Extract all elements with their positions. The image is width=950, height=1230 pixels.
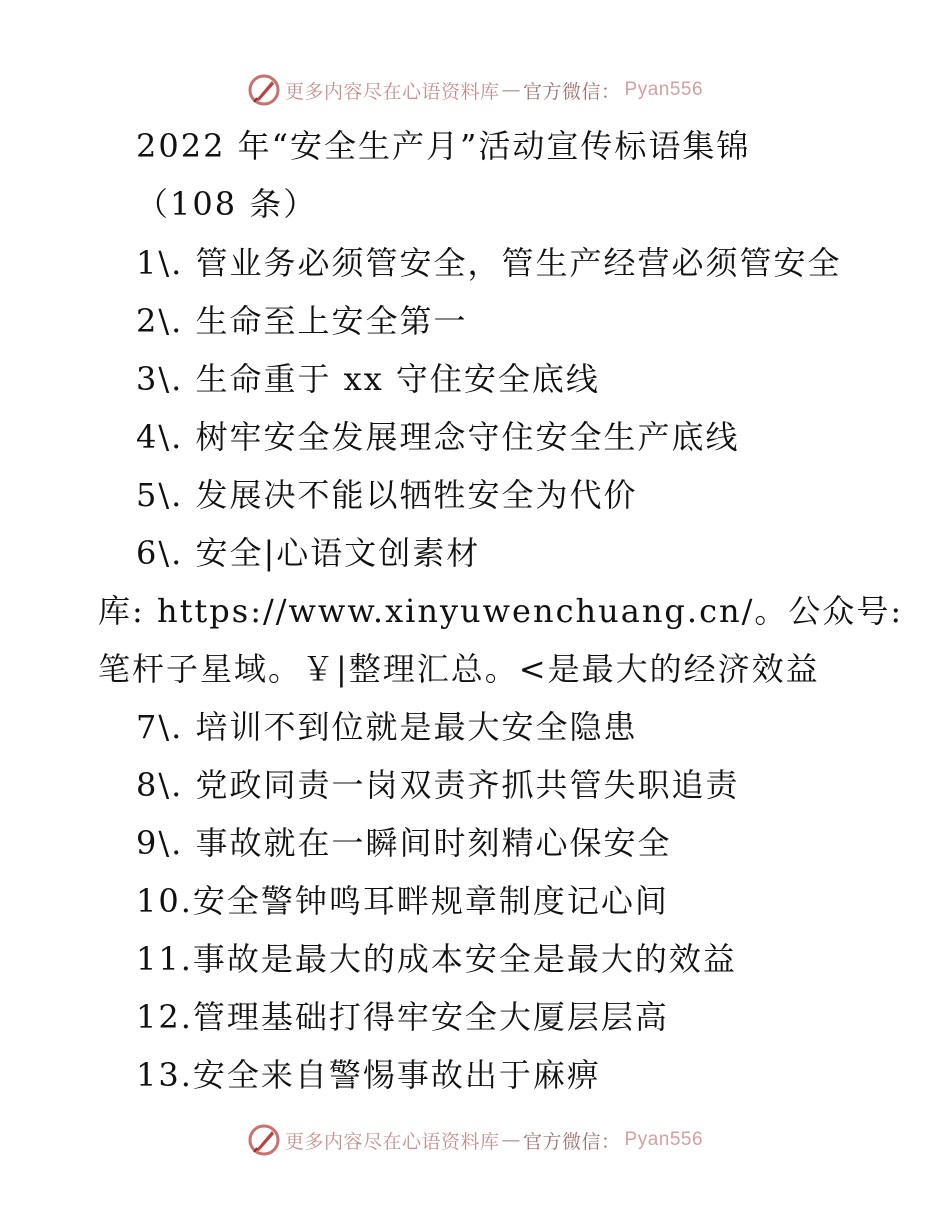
watermark-wechat-label: 官方微信 <box>522 80 601 103</box>
list-item: 4\. 树牢安全发展理念守住安全生产底线 <box>136 418 740 456</box>
watermark-colon: ： <box>601 1130 621 1153</box>
watermark-separator: — <box>501 79 521 101</box>
list-item: 10.安全警钟鸣耳畔规章制度记心间 <box>136 882 669 920</box>
list-item: 12.管理基础打得牢安全大厦层层高 <box>136 998 669 1036</box>
document-count: （108 条） <box>136 185 318 223</box>
watermark-wechat-label: 官方微信 <box>522 1130 601 1153</box>
list-item: 5\. 发展决不能以牺牲安全为代价 <box>136 476 638 514</box>
list-item: 7\. 培训不到位就是最大安全隐患 <box>136 708 638 746</box>
list-item: 6\. 安全|心语文创素材 <box>136 534 481 572</box>
watermark-colon: ： <box>601 80 621 103</box>
list-item: 9\. 事故就在一瞬间时刻精心保安全 <box>136 824 672 862</box>
watermark-text: 更多内容尽在心语资料库 <box>284 80 500 103</box>
watermark-wechat-id: Pyan556 <box>624 1129 704 1150</box>
document-title: 2022 年“安全生产月”活动宣传标语集锦 <box>136 127 751 165</box>
list-item-continuation: 库: https://www.xinyuwenchuang.cn/。公众号: <box>98 592 904 630</box>
watermark-separator: — <box>501 1129 521 1151</box>
list-item: 3\. 生命重于 xx 守住安全底线 <box>136 360 600 398</box>
list-item: 1\. 管业务必须管安全，管生产经营必须管安全 <box>136 244 842 282</box>
list-item-continuation: 笔杆子星域。￥|整理汇总。<是最大的经济效益 <box>98 650 820 688</box>
list-item: 13.安全来自警惕事故出于麻痹 <box>136 1056 601 1094</box>
watermark-banner-top <box>0 70 950 110</box>
feather-pen-icon <box>247 1123 281 1157</box>
list-item: 8\. 党政同责一岗双责齐抓共管失职追责 <box>136 766 740 804</box>
watermark-wechat-id: Pyan556 <box>624 79 704 100</box>
list-item: 11.事故是最大的成本安全是最大的效益 <box>136 940 737 978</box>
watermark-banner-bottom <box>0 1120 950 1160</box>
list-item: 2\. 生命至上安全第一 <box>136 302 468 340</box>
watermark-text: 更多内容尽在心语资料库 <box>284 1130 500 1153</box>
feather-pen-icon <box>247 73 281 107</box>
